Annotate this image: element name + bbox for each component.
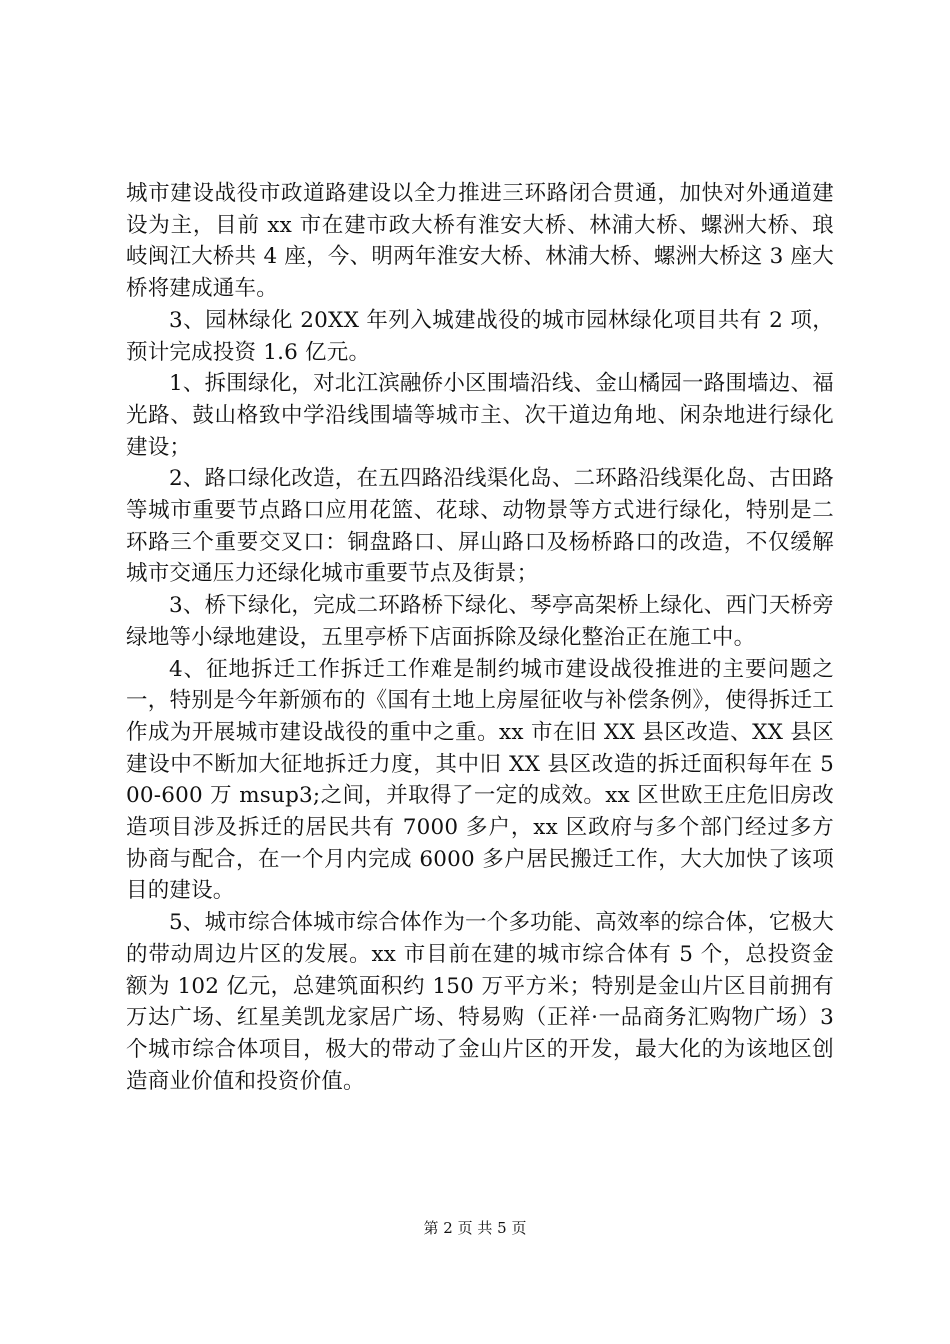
paragraph-bridges: 城市建设战役市政道路建设以全力推进三环路闭合贯通，加快对外通道建设为主，目前 xx 市在建市政大桥有淮安大桥、林浦大桥、螺洲大桥、琅岐闽江大桥共 4 座，今、明两年淮安大桥、林浦大桥、螺洲大桥这 3 座大桥将建成通车。 <box>126 181 834 302</box>
paragraph-demolition: 4、征地拆迁工作拆迁工作难是制约城市建设战役推进的主要问题之一，特别是今年新颁布的《国有土地上房屋征收与补偿条例》，使得拆迁工作成为开展城市建设战役的重中之重。xx 市在旧 XX 县区改造、XX 县区建设中不断加大征地拆迁力度，其中旧 XX 县区改造的拆迁面积每年在 500-600 万 msup3;之间，并取得了一定的成效。xx 区世欧王庄危旧房改造项目涉及拆迁的居民共有 7000 多户，xx 区政府与多个部门经过多方协商与配合，在一个月内完成 6000 多户居民搬迁工作，大大加快了该项目的建设。 <box>126 656 834 904</box>
paragraph-landscaping: 3、园林绿化 20XX 年列入城建战役的城市园林绿化项目共有 2 项，预计完成投资 1.6 亿元。 <box>126 307 834 365</box>
page-number: 第 2 页 共 5 页 <box>423 1219 527 1237</box>
paragraph-urban-complex: 5、城市综合体城市综合体作为一个多功能、高效率的综合体，它极大的带动周边片区的发展。xx 市目前在建的城市综合体有 5 个，总投资金额为 102 亿元，总建筑面积约 150 万平方米；特别是金山片区目前拥有万达广场、红星美凯龙家居广场、特易购（正祥·一品商务汇购物广场）3 个城市综合体项目，极大的带动了金山片区的开发，最大化的为该地区创造商业价值和投资价值。 <box>126 910 834 1094</box>
paragraph-fence-greening: 1、拆围绿化，对北江滨融侨小区围墙沿线、金山橘园一路围墙边、福光路、鼓山格致中学沿线围墙等城市主、次干道边角地、闲杂地进行绿化建设； <box>126 371 834 460</box>
paragraph-intersection-greening: 2、路口绿化改造，在五四路沿线渠化岛、二环路沿线渠化岛、古田路等城市重要节点路口应用花篮、花球、动物景等方式进行绿化，特别是二环路三个重要交叉口：铜盘路口、屏山路口及杨桥路口的改造，不仅缓解城市交通压力还绿化城市重要节点及街景； <box>126 466 834 587</box>
document-body <box>126 178 834 1097</box>
paragraph-underbridge-greening: 3、桥下绿化，完成二环路桥下绿化、琴亭高架桥上绿化、西门天桥旁绿地等小绿地建设，五里亭桥下店面拆除及绿化整治正在施工中。 <box>126 593 834 650</box>
